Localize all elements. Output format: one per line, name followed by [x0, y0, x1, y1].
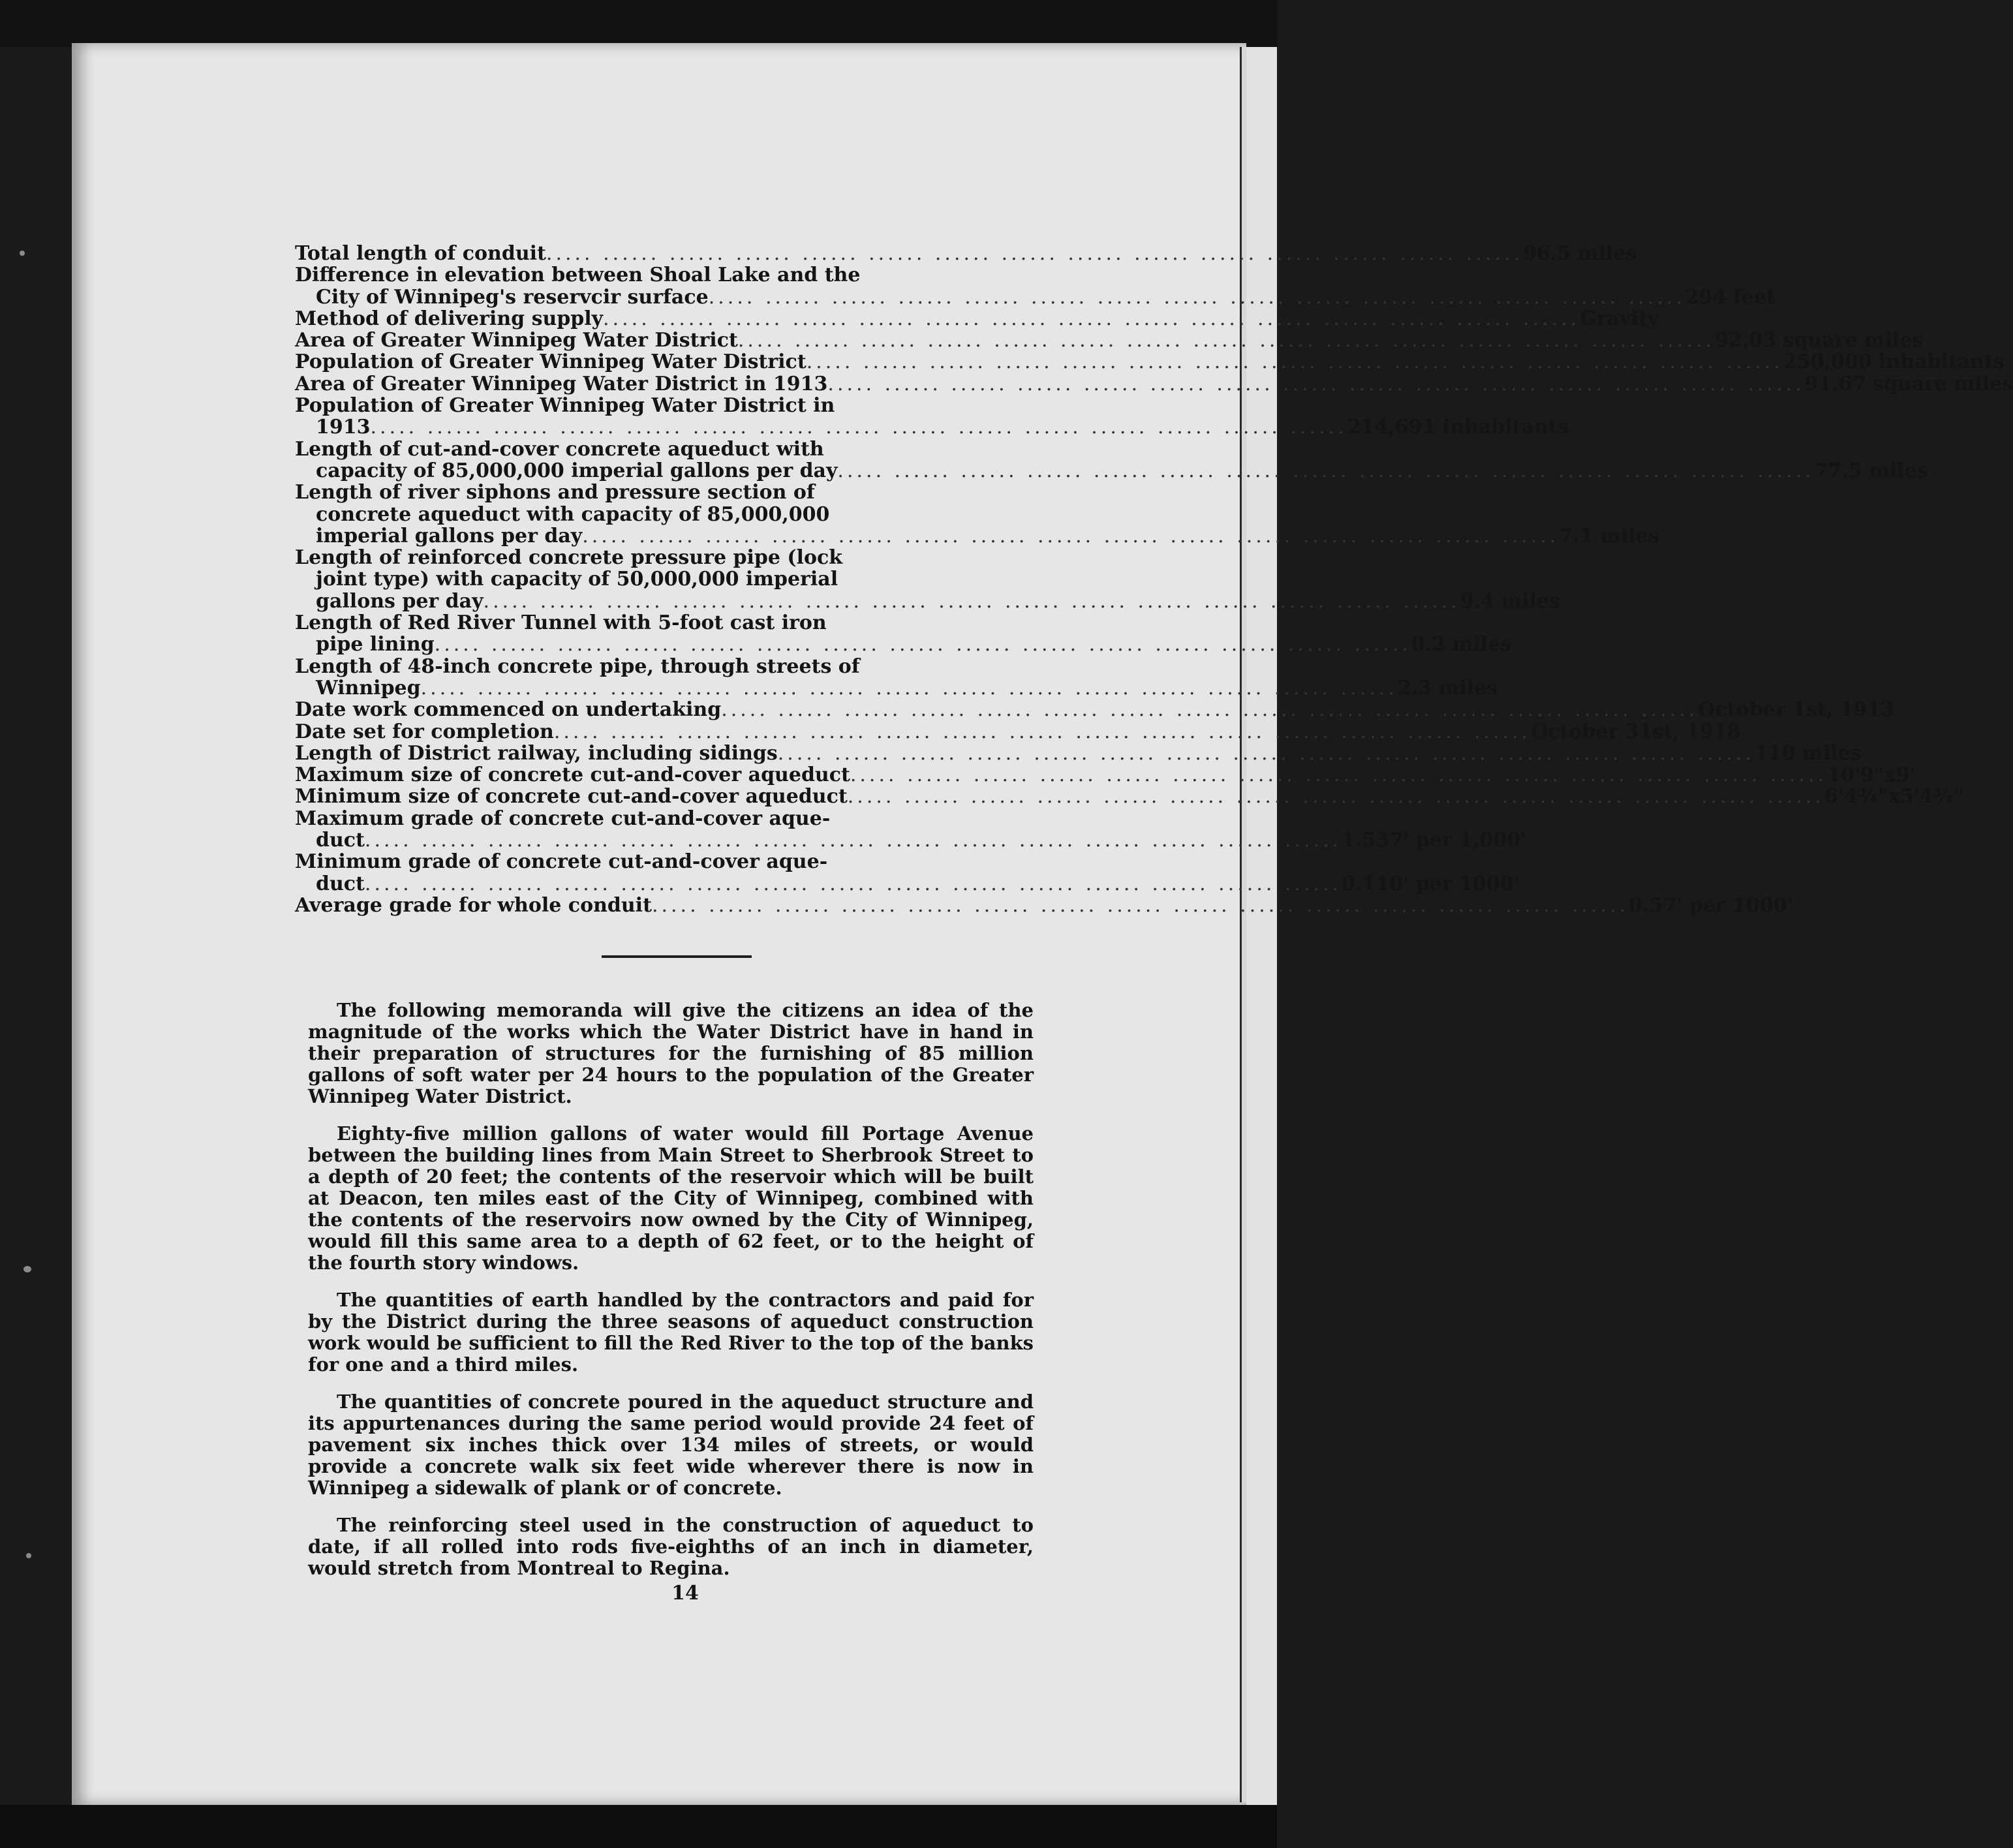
scan-speck	[20, 251, 25, 256]
stat-item	[295, 329, 1924, 352]
stat-label: duct	[316, 872, 365, 895]
stat-item	[295, 720, 1741, 743]
leader-dots: ..... ...... ...... ...... ...... ...... ...... ...... ...... ...... ...... ...... ...... ...... ......	[777, 741, 1755, 765]
stat-label: Length of cut-and-cover concrete aqueduct with	[295, 437, 824, 461]
stat-label: Difference in elevation between Shoal Lake and the	[295, 264, 861, 287]
stat-item	[295, 394, 1569, 439]
stat-label: Length of District railway, including sidings	[295, 741, 778, 765]
leader-dots: ..... ...... ...... ...... ...... ...... ...... ...... ...... ...... ...... ...... ...... ...... ......	[721, 698, 1698, 722]
memo-paragraph: Eighty-five million gallons of water would fill Portage Avenue between the building lines from Main Street to Sherbrook Street to a depth of 20 feet; the contents of the reservoir which will be built at Deacon, ten miles east of the City of Winnipeg, combined with the contents of the reservoirs now owned by the City of Winnipeg, would fill this same area to a depth of 62 feet, or to the height of the fourth story windows.	[308, 1122, 1034, 1274]
stat-item	[295, 785, 1964, 808]
stat-item	[295, 807, 1527, 852]
stat-item	[295, 763, 1916, 787]
stat-item	[295, 893, 1793, 917]
stat-label: Length of Red River Tunnel with 5-foot cast iron	[295, 611, 827, 635]
stat-label: Method of delivering supply	[295, 307, 604, 330]
statistics-list	[295, 242, 2013, 917]
stat-label: City of Winnipeg's reservcir surface	[316, 285, 709, 309]
memoranda-section	[295, 1000, 1034, 1579]
leader-dots: ..... ...... ...... ...... ...... ...... ...... ...... ...... ...... ...... ...... ...... ...... ......	[837, 459, 1815, 482]
scan-bottom-border	[0, 1805, 1277, 1848]
stat-label: Population of Greater Winnipeg Water District	[295, 350, 807, 374]
leader-dots: ..... ...... ...... ...... ...... ...... ...... ...... ...... ...... ...... ...... ...... ...... ......	[553, 720, 1531, 743]
stat-value: 294 feet	[1685, 285, 1775, 309]
stat-item	[295, 481, 1659, 547]
stat-value: 0.110' per 1000'	[1342, 872, 1520, 895]
scan-speck	[23, 1266, 31, 1272]
stat-label: Length of river siphons and pressure section of	[295, 481, 815, 504]
stat-label: Area of Greater Winnipeg Water District in 1913	[295, 372, 828, 395]
leader-dots: ..... ...... ...... ...... ...... ...... ...... ...... ...... ...... ...... ...... ...... ...... ......	[483, 589, 1460, 613]
stat-value: 6'4¾"x5'4¾"	[1824, 785, 1964, 808]
stat-label: pipe lining	[316, 633, 435, 656]
stat-value: October 1st, 1913	[1698, 698, 1895, 722]
leader-dots: ..... ...... ...... ...... ...... ...... ...... ...... ...... ...... ...... ...... ...... ...... ......	[582, 524, 1560, 547]
stat-value: 0.2 miles	[1411, 633, 1512, 656]
memo-paragraph: The quantities of concrete poured in the aqueduct structure and its appurtenances during the same period would provide 24 feet of pavement six inches thick over 134 miles of streets, or would provide a concrete walk six feet wide wherever there is now in Winnipeg a sidewalk of plank or of concrete.	[308, 1391, 1034, 1500]
stat-value: 214,691 inhabitants	[1347, 416, 1569, 439]
stat-value: 91.67 square miles	[1804, 372, 2013, 395]
section-divider	[602, 955, 752, 958]
stat-label: Date work commenced on undertaking	[295, 698, 722, 722]
stat-label: Maximum size of concrete cut-and-cover aqueduct	[295, 763, 850, 787]
stat-label: 1913	[316, 416, 371, 439]
leader-dots: ..... ...... ...... ...... ...... ...... ...... ...... ...... ...... ...... ...... ...... ...... ......	[420, 676, 1398, 700]
stat-label: Winnipeg	[316, 676, 421, 700]
stat-value: 250,000 inhabitants	[1783, 350, 2005, 374]
stat-item	[295, 611, 1512, 656]
stat-value: 10'9"x9'	[1827, 763, 1916, 787]
leader-dots: ..... ...... ...... ...... ...... ...... ...... ...... ...... ...... ...... ...... ...... ...... ......	[434, 633, 1411, 656]
stat-label: concrete aqueduct with capacity of 85,000,000	[316, 502, 830, 526]
scan-top-border	[0, 0, 1277, 47]
leader-dots: ..... ...... ...... ...... ...... ...... ...... ...... ...... ...... ...... ...... ...... ...... ......	[546, 242, 1524, 265]
leader-dots: ..... ...... ...... ...... ...... ...... ...... ...... ...... ...... ...... ...... ...... ...... ......	[364, 872, 1342, 895]
stat-label: Date set for completion	[295, 720, 554, 743]
stat-label: imperial gallons per day	[316, 524, 583, 547]
memo-paragraph: The reinforcing steel used in the construction of aqueduct to date, if all rolled into rods five-eighths of an inch in diameter, would stretch from Montreal to Regina.	[308, 1514, 1034, 1580]
stat-value: 77.5 miles	[1814, 459, 1928, 482]
page-content	[295, 242, 2013, 1595]
leader-dots: ..... ...... ...... ...... ...... ...... ...... ...... ...... ...... ...... ...... ...... ...... ......	[850, 763, 1828, 787]
stat-item	[295, 741, 1862, 765]
stat-value: 110 miles	[1754, 741, 1862, 765]
stat-item	[295, 242, 1637, 265]
stat-label: Area of Greater Winnipeg Water District	[295, 329, 738, 352]
stat-value: October 31st, 1918	[1531, 720, 1741, 743]
stat-label: gallons per day	[316, 589, 484, 613]
stat-item	[295, 654, 1498, 700]
stat-label: Maximum grade of concrete cut-and-cover aque-	[295, 807, 831, 830]
stat-label: Minimum grade of concrete cut-and-cover aque-	[295, 850, 828, 874]
stat-item	[295, 850, 1520, 895]
stat-value: 1.537' per 1,000'	[1342, 829, 1527, 852]
stat-item	[295, 372, 2013, 395]
stat-value: 92.03 square miles	[1715, 329, 1924, 352]
scan-speck	[26, 1553, 31, 1558]
stat-label: Total length of conduit	[295, 242, 546, 265]
page-number: 14	[671, 1582, 699, 1605]
leader-dots: ..... ...... ...... ...... ...... ...... ...... ...... ...... ...... ...... ...... ...... ...... ......	[827, 372, 1805, 395]
leader-dots: ..... ...... ...... ...... ...... ...... ...... ...... ...... ...... ...... ...... ...... ...... ......	[806, 350, 1783, 374]
stat-label: duct	[316, 829, 365, 852]
stat-label: Population of Greater Winnipeg Water District in	[295, 394, 835, 418]
leader-dots: ..... ...... ...... ...... ...... ...... ...... ...... ...... ...... ...... ...... ...... ...... ......	[708, 285, 1685, 309]
stat-item	[295, 546, 1560, 613]
stat-value: Gravity	[1580, 307, 1659, 330]
leader-dots: ..... ...... ...... ...... ...... ...... ...... ...... ...... ...... ...... ...... ...... ...... ......	[364, 829, 1342, 852]
stat-item	[295, 264, 1775, 309]
leader-dots: ..... ...... ...... ...... ...... ...... ...... ...... ...... ...... ...... ...... ...... ...... ......	[737, 329, 1715, 352]
stat-label: capacity of 85,000,000 imperial gallons per day	[316, 459, 838, 482]
stat-item	[295, 350, 2005, 374]
stat-item	[295, 307, 1659, 330]
leader-dots: ..... ...... ...... ...... ...... ...... ...... ...... ...... ...... ...... ...... ...... ...... ......	[370, 416, 1347, 439]
stat-item	[295, 437, 1928, 482]
memo-paragraph: The following memoranda will give the citizens an idea of the magnitude of the works which the Water District have in hand in their preparation of structures for the furnishing of 85 million gallons of soft water per 24 hours to the population of the Greater Winnipeg Water District.	[308, 999, 1034, 1108]
stat-label: Length of reinforced concrete pressure pipe (lock	[295, 546, 843, 570]
stat-value: 96.5 miles	[1523, 242, 1637, 265]
stat-value: 2.3 miles	[1397, 676, 1498, 700]
stat-value: 7.1 miles	[1559, 524, 1659, 547]
leader-dots: ..... ...... ...... ...... ...... ...... ...... ...... ...... ...... ...... ...... ...... ...... ......	[651, 893, 1629, 917]
stat-value: 0.57' per 1000'	[1629, 893, 1793, 917]
stat-value: 9.4 miles	[1460, 589, 1560, 613]
leader-dots: ..... ...... ...... ...... ...... ...... ...... ...... ...... ...... ...... ...... ...... ...... ......	[603, 307, 1580, 330]
memo-paragraph: The quantities of earth handled by the contractors and paid for by the District during the three seasons of aqueduct construction work would be sufficient to fill the Red River to the top of the banks for one and a third miles.	[308, 1289, 1034, 1376]
stat-label: joint type) with capacity of 50,000,000 imperial	[316, 568, 838, 591]
leader-dots: ..... ...... ...... ...... ...... ...... ...... ...... ...... ...... ...... ...... ...... ...... ......	[847, 785, 1824, 808]
stat-label: Length of 48-inch concrete pipe, through streets of	[295, 654, 860, 678]
stat-label: Average grade for whole conduit	[295, 893, 652, 917]
stat-label: Minimum size of concrete cut-and-cover aqueduct	[295, 785, 848, 808]
stat-item	[295, 698, 1895, 722]
